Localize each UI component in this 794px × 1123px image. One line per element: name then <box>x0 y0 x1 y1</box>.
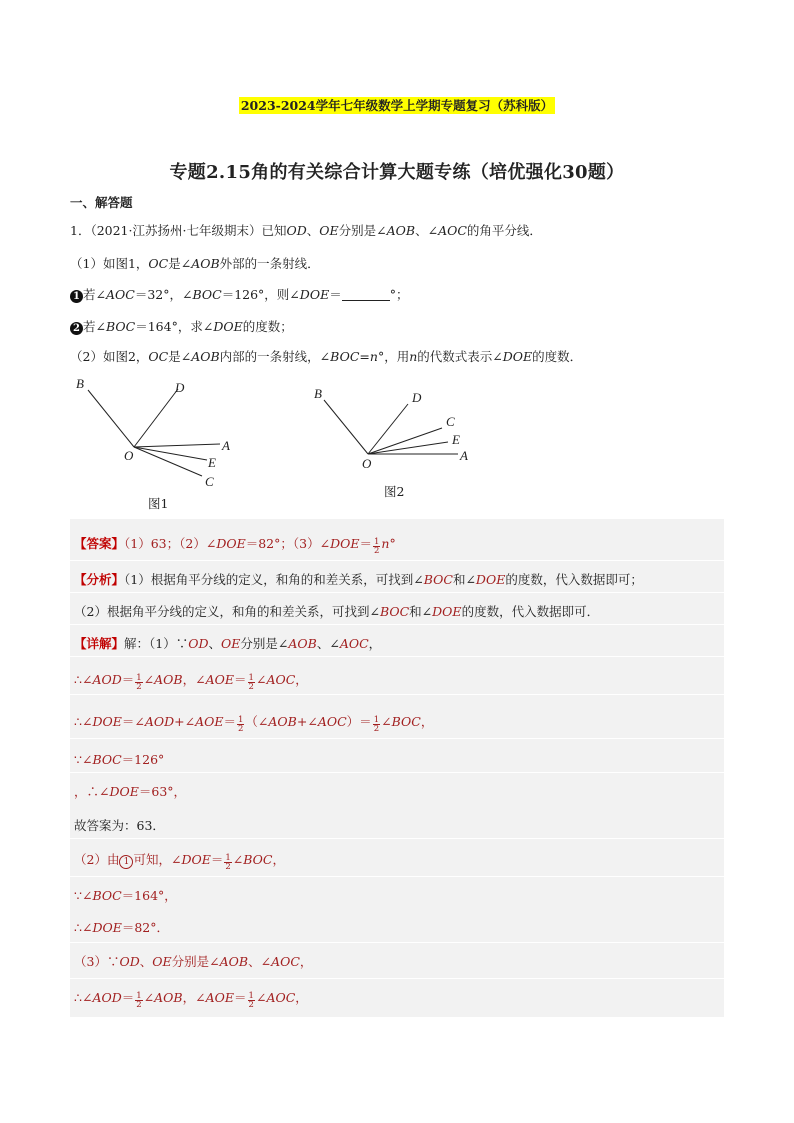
label-d: D <box>412 390 422 405</box>
label-e: E <box>452 432 460 447</box>
detail-line-10: （3）∵OD、OE分别是∠AOB、∠AOC， <box>74 954 313 969</box>
row-divider <box>70 978 724 979</box>
figure-1-caption: 图1 <box>148 496 169 511</box>
fraction-half: $\frac{1}{2}$ <box>373 715 380 734</box>
row-divider <box>70 592 724 593</box>
fraction-half: $\frac{1}{2}$ <box>248 991 254 1010</box>
ray-ob <box>88 390 134 447</box>
answer-blank <box>342 288 390 301</box>
ray-oe <box>368 442 448 454</box>
detail-line-3: ∴∠DOE＝∠AOD+∠AOE＝ $\frac{1}{2}$ （∠AOB+∠AOC）＝ $\frac{1}{2}$ ∠BOC， <box>74 714 434 734</box>
label-b: B <box>314 386 322 401</box>
label-a: A <box>222 438 230 453</box>
section-heading: 一、解答题 <box>70 195 133 210</box>
row-divider <box>70 738 724 739</box>
row-divider <box>70 838 724 839</box>
fraction-half: $\frac{1}{2}$ <box>225 853 231 872</box>
question-part-2: （2）如图2，OC是∠AOB内部的一条射线，∠BOC=n°，用n的代数式表示∠DOE的度数． <box>70 349 583 364</box>
label-o: O <box>124 448 134 463</box>
row-divider <box>70 656 724 657</box>
detail-line-5: ，∴∠DOE＝63°， <box>74 784 187 799</box>
ray-oa <box>134 444 220 447</box>
question-sub-2: 2 若∠BOC＝164°，求∠DOE的度数； <box>70 317 293 335</box>
doc-header <box>0 95 794 114</box>
label-d: D <box>175 380 185 395</box>
question-part-1: （1）如图1，OC是∠AOB外部的一条射线． <box>70 256 320 271</box>
ray-oc <box>134 447 202 476</box>
circled-number-2: 2 <box>70 322 83 335</box>
label-c: C <box>205 474 214 489</box>
fraction-half: $\frac{1}{2}$ <box>136 991 142 1010</box>
page-title: 专题2.15角的有关综合计算大题专练（培优强化30题） <box>169 162 625 183</box>
label-c: C <box>446 414 455 429</box>
detail-line-9: ∴∠DOE＝82°． <box>74 920 169 935</box>
ray-oc <box>368 428 442 454</box>
circled-number-1: 1 <box>70 290 83 303</box>
ray-oe <box>134 447 207 460</box>
fraction-half: $\frac{1}{2}$ <box>136 673 142 692</box>
detail-line-6: 故答案为：63． <box>74 818 165 833</box>
row-divider <box>70 772 724 773</box>
fraction-half: $\frac{1}{2}$ <box>238 715 244 734</box>
detail-line-4: ∵∠BOC＝126° <box>74 752 165 767</box>
circled-number-1: 1 <box>119 855 133 869</box>
detail-line-8: ∵∠BOC＝164°， <box>74 888 177 903</box>
analysis-line-2: （2）根据角平分线的定义，和角的和差关系，可找到∠BOC和∠DOE的度数，代入数据即可． <box>74 604 600 619</box>
label-b: B <box>76 376 84 391</box>
detail-line-11: ∴∠AOD＝ $\frac{1}{2}$ ∠AOB，∠AOE＝ $\frac{1}{2}$ ∠AOC， <box>74 990 308 1010</box>
figure-2-caption: 图2 <box>384 484 405 499</box>
label-o: O <box>362 456 372 471</box>
row-divider <box>70 624 724 625</box>
row-divider <box>70 694 724 695</box>
ray-ob <box>324 400 368 454</box>
answer-line: 【答案】（1）63；（2）∠DOE＝82°；（3）∠DOE＝ $\frac{1}{2}$ n° <box>74 536 396 556</box>
header-highlight: 2023-2024学年七年级数学上学期专题复习（苏科版） <box>240 98 554 113</box>
fraction-half: $\frac{1}{2}$ <box>248 673 254 692</box>
ray-od <box>134 389 178 447</box>
fraction-half: $\frac{1}{2}$ <box>373 537 380 556</box>
question-sub-1: 1 若∠AOC＝32°，∠BOC＝126°，则∠DOE＝ °； <box>70 285 408 303</box>
row-divider <box>70 942 724 943</box>
label-e: E <box>208 455 216 470</box>
label-a: A <box>460 448 468 463</box>
detail-line-1: 【详解】解：（1）∵OD、OE分别是∠AOB、∠AOC， <box>74 636 382 651</box>
detail-line-7: （2）由 1 可知，∠DOE＝ $\frac{1}{2}$ ∠BOC， <box>74 852 286 872</box>
figure-2 <box>300 378 490 478</box>
detail-line-2: ∴∠AOD＝ $\frac{1}{2}$ ∠AOB，∠AOE＝ $\frac{1}{2}$ ∠AOC， <box>74 672 308 692</box>
question-stem: 1．（2021·江苏扬州·七年级期末）已知OD、OE分别是∠AOB、∠AOC的角平分线． <box>70 223 542 238</box>
row-divider <box>70 876 724 877</box>
figure-1 <box>60 370 260 495</box>
row-divider <box>70 560 724 561</box>
analysis-line-1: 【分析】（1）根据角平分线的定义，和角的和差关系，可找到∠BOC和∠DOE的度数，代入数据即可； <box>74 572 643 587</box>
